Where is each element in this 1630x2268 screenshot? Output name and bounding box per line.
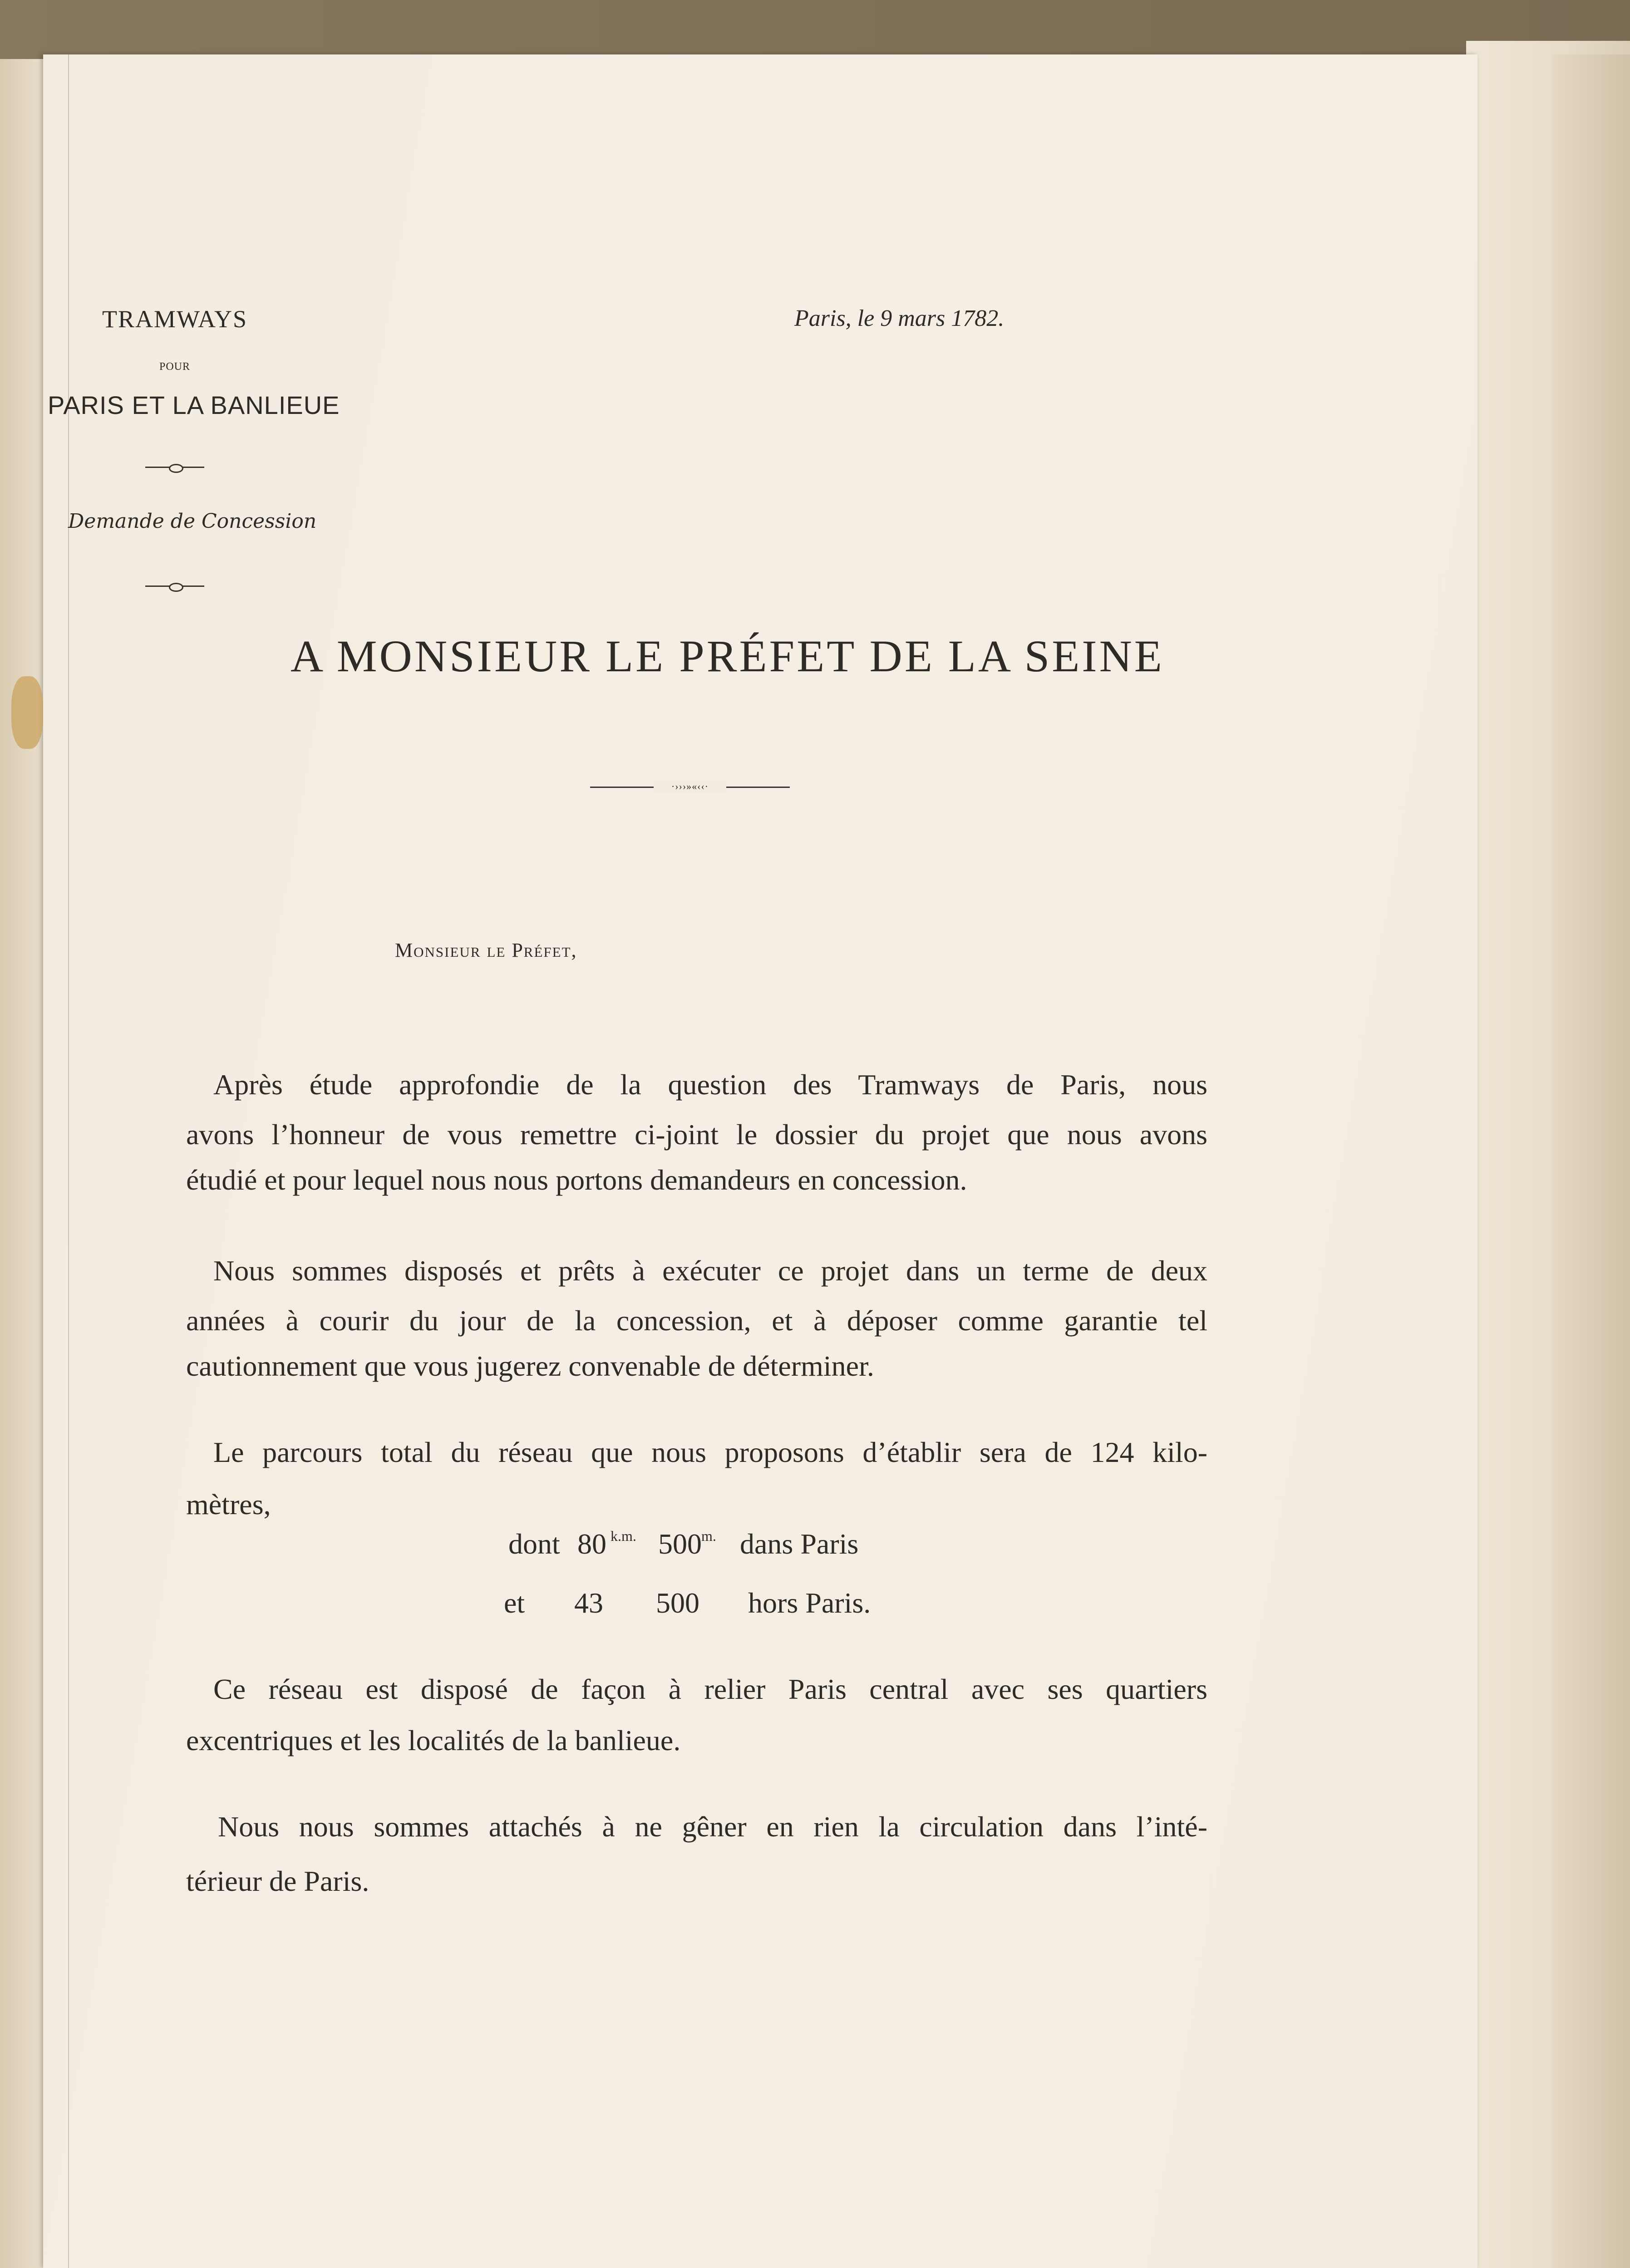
- letterhead-company-line1: TRAMWAYS: [102, 305, 248, 333]
- letterhead-company-line2: POUR: [159, 361, 191, 373]
- distance-row1-prefix: dont: [508, 1528, 560, 1560]
- paragraph-line: années à courir du jour de la concession, et à déposer comme garantie tel: [186, 1304, 1207, 1337]
- title-ornament: ·›››»«‹‹·: [654, 780, 726, 793]
- distance-row1-place: dans Paris: [740, 1528, 859, 1560]
- distance-row2-prefix: et: [504, 1587, 525, 1619]
- distance-row2-place: hors Paris.: [748, 1587, 871, 1619]
- paper-stain: [11, 676, 43, 749]
- letterhead-company-line3: PARIS ET LA BANLIEUE: [48, 391, 340, 419]
- binding-gutter: [68, 54, 69, 2268]
- paragraph-line: Après étude approfondie de la question des Tramways de Paris, nous: [213, 1068, 1207, 1101]
- letterhead-ornament: [145, 467, 204, 468]
- paragraph-line: étudié et pour lequel nous nous portons demandeurs en concession.: [186, 1164, 967, 1196]
- letterhead-ornament: [145, 585, 204, 587]
- distance-row1-km-unit: k.m.: [611, 1528, 636, 1544]
- paragraph-line: excentriques et les localités de la banlieue.: [186, 1724, 681, 1756]
- paragraph-line: Nous sommes disposés et prêts à exécuter ce projet dans un terme de deux: [213, 1255, 1207, 1287]
- paragraph-line: térieur de Paris.: [186, 1865, 369, 1897]
- letterhead-subject: Demande de Concession: [68, 510, 317, 533]
- distance-row2-km: 43: [574, 1587, 603, 1619]
- paragraph-line: Ce réseau est disposé de façon à relier Paris central avec ses quartiers: [213, 1673, 1207, 1705]
- document-page: [43, 54, 1477, 2268]
- distance-row1-m: 500: [658, 1528, 702, 1560]
- paragraph-line: Nous nous sommes attachés à ne gêner en rien la circulation dans l’inté-: [218, 1810, 1207, 1843]
- paragraph-line: cautionnement que vous jugerez convenable de déterminer.: [186, 1350, 874, 1382]
- distance-row1-m-unit: m.: [701, 1528, 716, 1544]
- paragraph-line: Le parcours total du réseau que nous proposons d’établir sera de 124 kilo-: [213, 1436, 1207, 1468]
- date-line: Paris, le 9 mars 1782.: [794, 305, 1005, 331]
- paragraph-line: mètres,: [186, 1488, 271, 1520]
- distance-row2-m: 500: [656, 1587, 699, 1619]
- paragraph-line: avons l’honneur de vous remettre ci-joint le dossier du projet que nous avons: [186, 1118, 1207, 1151]
- distance-row1-km: 80: [577, 1528, 606, 1560]
- underlying-page-edge: [1552, 54, 1630, 2268]
- letter-title: A MONSIEUR LE PRÉFET DE LA SEINE: [291, 631, 1164, 681]
- salutation: Monsieur le Préfet,: [395, 939, 577, 961]
